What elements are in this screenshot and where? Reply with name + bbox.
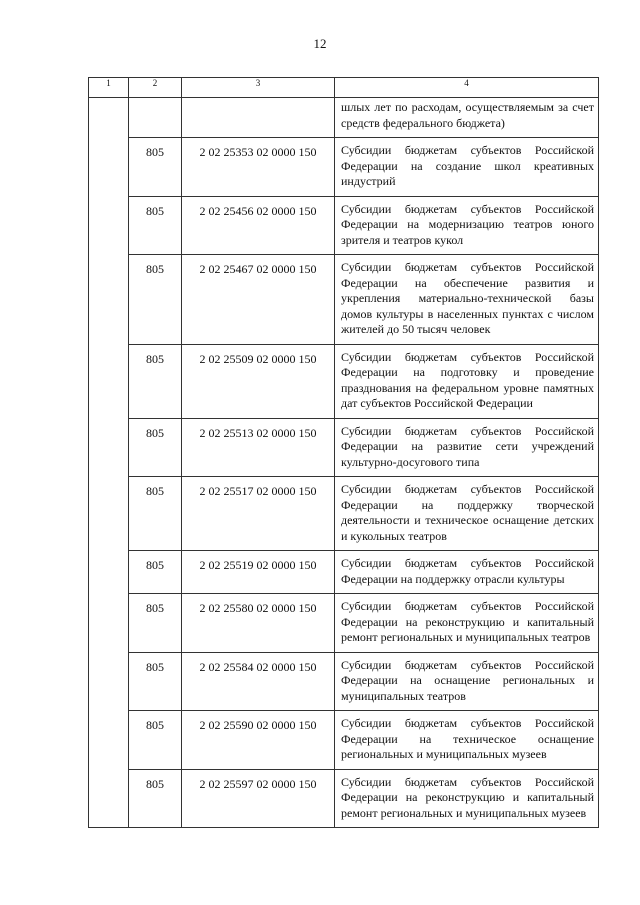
admin-code-cell: 805 xyxy=(129,344,182,418)
income-code-cell: 2 02 25519 02 0000 150 xyxy=(182,551,335,594)
income-code-cell: 2 02 25590 02 0000 150 xyxy=(182,711,335,770)
description-cell: Субсидии бюджетам субъектов Российской Федерации на создание школ креативных индустрий xyxy=(335,138,599,197)
description-cell: Субсидии бюджетам субъектов Российской Федерации на модернизацию театров юного зрителя и театров кукол xyxy=(335,196,599,255)
description-cell: Субсидии бюджетам субъектов Российской Федерации на развитие сети учреждений культурно-досугового типа xyxy=(335,418,599,477)
column-number-4: 4 xyxy=(335,78,599,98)
table-row xyxy=(89,652,599,711)
table-row xyxy=(89,551,599,594)
income-code-cell: 2 02 25597 02 0000 150 xyxy=(182,769,335,828)
admin-code-cell: 805 xyxy=(129,769,182,828)
table-row xyxy=(89,344,599,418)
budget-codes-table xyxy=(88,77,599,828)
description-cell: Субсидии бюджетам субъектов Российской Федерации на оснащение региональных и муниципальных театров xyxy=(335,652,599,711)
column-number-3: 3 xyxy=(182,78,335,98)
income-code-cell: 2 02 25584 02 0000 150 xyxy=(182,652,335,711)
table-row xyxy=(89,477,599,551)
admin-code-cell: 805 xyxy=(129,138,182,197)
column-number-2: 2 xyxy=(129,78,182,98)
description-cell: Субсидии бюджетам субъектов Российской Федерации на поддержку творческой деятельности и техническое оснащение детских и кукольных театров xyxy=(335,477,599,551)
admin-code-cell: 805 xyxy=(129,255,182,345)
table-row xyxy=(89,769,599,828)
admin-code-cell: 805 xyxy=(129,594,182,653)
empty-column-cell xyxy=(89,98,129,828)
table-row xyxy=(89,711,599,770)
income-code-cell: 2 02 25517 02 0000 150 xyxy=(182,477,335,551)
income-code-cell xyxy=(182,98,335,138)
description-cell: Субсидии бюджетам субъектов Российской Федерации на реконструкцию и капитальный ремонт региональных и муниципальных музеев xyxy=(335,769,599,828)
admin-code-cell: 805 xyxy=(129,551,182,594)
admin-code-cell: 805 xyxy=(129,196,182,255)
column-number-row xyxy=(89,78,599,98)
income-code-cell: 2 02 25580 02 0000 150 xyxy=(182,594,335,653)
continued-row xyxy=(89,98,599,138)
admin-code-cell: 805 xyxy=(129,711,182,770)
table-row xyxy=(89,418,599,477)
income-code-cell: 2 02 25353 02 0000 150 xyxy=(182,138,335,197)
description-cell: шлых лет по расходам, осуществляемым за счет средств федерального бюджета) xyxy=(335,98,599,138)
table-row xyxy=(89,594,599,653)
column-number-1: 1 xyxy=(89,78,129,98)
income-code-cell: 2 02 25513 02 0000 150 xyxy=(182,418,335,477)
admin-code-cell xyxy=(129,98,182,138)
page-number: 12 xyxy=(313,36,327,51)
description-cell: Субсидии бюджетам субъектов Российской Федерации на подготовку и проведение празднования на федеральном уровне памятных дат субъектов Российской Федерации xyxy=(335,344,599,418)
description-cell: Субсидии бюджетам субъектов Российской Федерации на поддержку отрасли культуры xyxy=(335,551,599,594)
description-cell: Субсидии бюджетам субъектов Российской Федерации на техническое оснащение региональных и муниципальных музеев xyxy=(335,711,599,770)
admin-code-cell: 805 xyxy=(129,477,182,551)
table-row xyxy=(89,255,599,345)
table-row xyxy=(89,196,599,255)
description-cell: Субсидии бюджетам субъектов Российской Федерации на реконструкцию и капитальный ремонт региональных и муниципальных театров xyxy=(335,594,599,653)
income-code-cell: 2 02 25456 02 0000 150 xyxy=(182,196,335,255)
income-code-cell: 2 02 25509 02 0000 150 xyxy=(182,344,335,418)
income-code-cell: 2 02 25467 02 0000 150 xyxy=(182,255,335,345)
admin-code-cell: 805 xyxy=(129,418,182,477)
description-cell: Субсидии бюджетам субъектов Российской Федерации на обеспечение развития и укрепления материально-технической базы домов культуры в населенных пунктах с числом жителей до 50 тысяч человек xyxy=(335,255,599,345)
table-row xyxy=(89,138,599,197)
admin-code-cell: 805 xyxy=(129,652,182,711)
